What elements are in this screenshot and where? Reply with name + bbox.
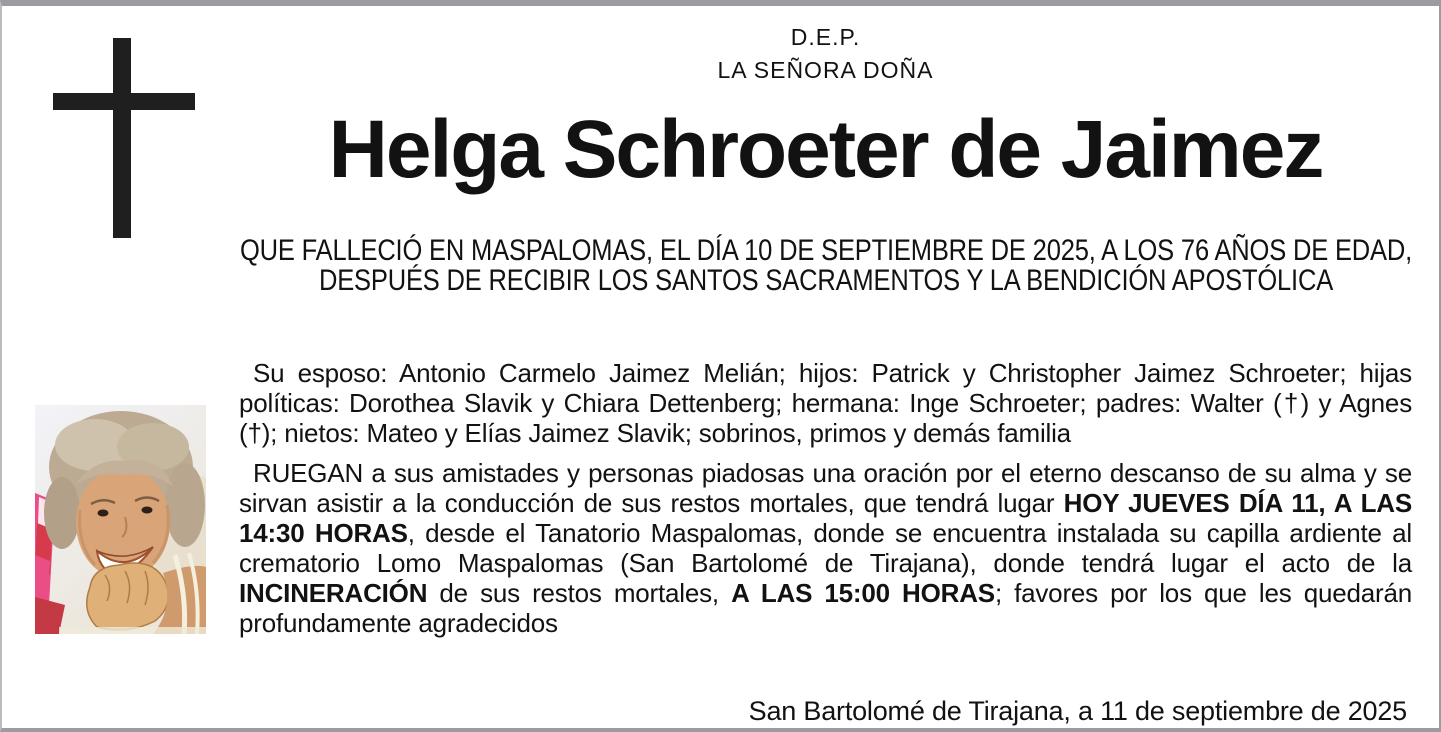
family-paragraph: Su esposo: Antonio Carmelo Jaimez Melián; hijos: Patrick y Christopher Jaimez Schroeter; hijas políticas: Dorothea Slavik y Chiara Dettenberg; hermana: Inge Schroeter; padres: Walter (†) y Agnes (†); nietos: Mateo y Elías Jaimez Slavik; sobrinos, primos y demás familia: [239, 358, 1412, 448]
honorific-label: LA SEÑORA DOÑA: [717, 57, 934, 83]
deceased-name: Helga Schroeter de Jaimez: [328, 104, 1323, 195]
dateline: San Bartolomé de Tirajana, a 11 de septiembre de 2025: [748, 696, 1407, 726]
cross-vertical-bar: [113, 38, 131, 238]
death-notice: QUE FALLECIÓ EN MASPALOMAS, EL DÍA 10 DE SEPTIEMBRE DE 2025, A LOS 76 AÑOS DE EDAD, DESPUÉS DE RECIBIR LOS SANTOS SACRAMENTOS Y LA BENDICIÓN APOSTÓLICA: [239, 234, 1413, 297]
cross-icon: [51, 32, 197, 242]
portrait-photo-graphic: [35, 405, 206, 634]
cross-horizontal-bar: [53, 93, 195, 110]
portrait-photo: [35, 405, 206, 634]
request-paragraph: RUEGAN a sus amistades y personas piadosas una oración por el eterno descanso de su alma y se sirvan asistir a la conducción de sus restos mortales, que tendrá lugar HOY JUEVES DÍA 11, A LAS 14:30 HORAS, desde el Tanatorio Maspalomas, donde se encuentra instalada su capilla ardiente al crematorio Lomo Maspalomas (San Bartolomé de Tirajana), donde tendrá lugar el acto de la INCINERACIÓN de sus restos mortales, A LAS 15:00 HORAS; favores por los que les quedarán profundamente agradecidos: [239, 458, 1412, 638]
dep-label: D.E.P.: [790, 24, 861, 50]
